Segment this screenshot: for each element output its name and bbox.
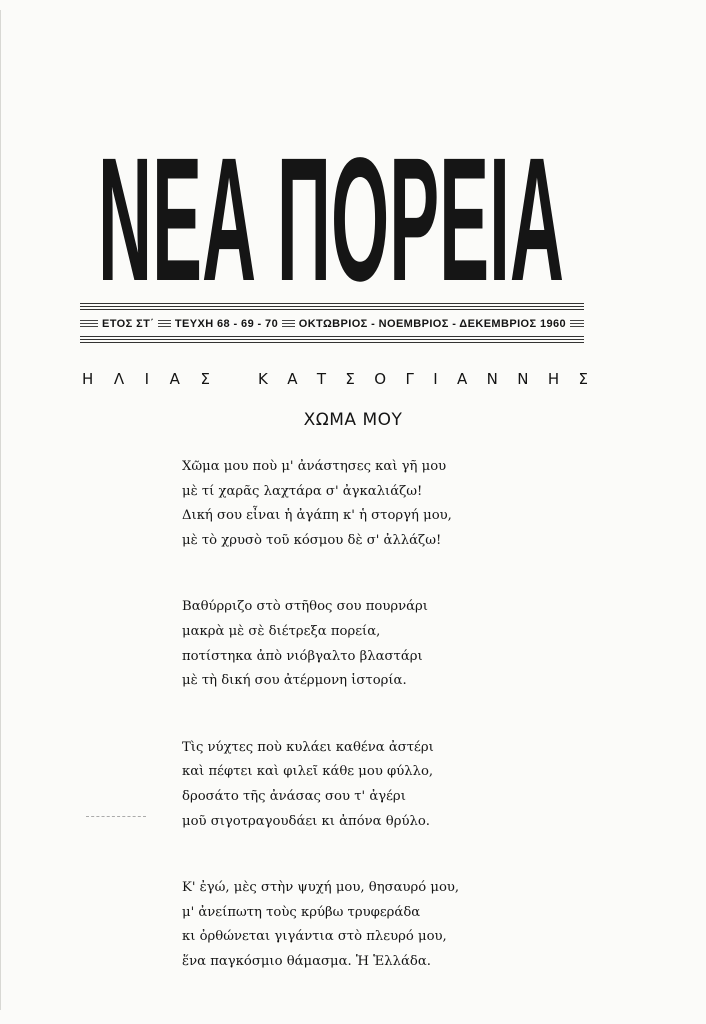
author-letter: Α [287,370,298,388]
poem-verse: ποτίστηκα ἀπὸ νιόβγαλτο βλαστάρι [182,648,423,664]
poem-verse: ἕνα παγκόσμιο θάμασμα. Ἡ Ἑλλάδα. [182,953,431,969]
poem-verse: μοῦ σιγοτραγουδάει κι ἀπόνα θρύλο. [182,813,430,829]
poem-stanza [182,595,502,693]
poem-verse: Δική σου εἶναι ἡ ἀγάπη κ' ἡ στοργή μου, [182,508,452,524]
rule-fill [570,320,584,329]
author-letter: Ο [374,370,387,388]
poem-verse: μ' ἀνείπωτη τοὺς κρύβω τρυφεράδα [182,904,421,920]
poem-verse: Τὶς νύχτες ποὺ κυλάει καθένα ἀστέρι [182,739,434,755]
author-letter: Α [457,370,468,388]
poem-verse: Βαθύρριζο στὸ στῆθος σου πουρνάρι [182,599,428,615]
poem-verse: κι ὀρθώνεται γιγάντια στὸ πλευρό μου, [182,929,447,945]
poem-stanza [182,455,502,553]
poem-verse: καὶ πέφτει καὶ φιλεῖ κάθε μου φύλλο, [182,764,434,780]
issue-info-row [80,317,584,331]
author-letter: Σ [345,370,355,388]
poem-body [182,455,502,1017]
author-letter: Γ [405,370,414,388]
poem-verse: μὲ τὸ χρυσὸ τοῦ κόσμου δὲ σ' ἀλλάζω! [182,532,442,548]
author-letter: Ι [144,370,150,388]
author-letter: Τ [316,370,327,388]
masthead-logo [96,148,566,288]
rule-lines-bottom [80,336,584,345]
poem-title: ΧΩΜΑ ΜΟΥ [303,410,403,430]
page-edge-shadow [0,10,7,1010]
poem-verse: Χῶμα μου ποὺ μ' ἀνάστησες καὶ γῆ μου [182,459,447,474]
author-letter: Ν [486,370,498,388]
issue-numbers: ΤΕΥΧΗ 68 - 69 - 70 [174,318,279,330]
author-last-name [258,370,588,388]
poem-verse: δροσάτο τῆς ἀνάσας σου τ' ἀγέρι [182,788,406,804]
rule-fill [158,320,171,329]
author-letter: Σ [200,370,210,388]
author-name [82,370,588,388]
poem-verse: Κ' ἐγώ, μὲς στὴν ψυχή μου, θησαυρό μου, [182,880,460,896]
rule-fill [80,320,98,329]
rule-lines-top [80,303,584,312]
margin-mark [86,816,146,818]
author-letter: Σ [578,370,588,388]
issue-months: ΟΚΤΩΒΡΙΟΣ - ΝΟΕΜΒΡΙΟΣ - ΔΕΚΕΜΒΡΙΟΣ 1960 [298,318,567,330]
author-letter: Η [547,370,560,388]
poem-verse: μὲ τί χαρᾶς λαχτάρα σ' ἀγκαλιάζω! [182,483,423,499]
poem-stanza [182,876,502,974]
rule-fill [282,320,295,329]
author-letter: Κ [258,370,268,388]
author-letter: Ν [517,370,529,388]
author-letter: Λ [113,370,125,388]
masthead-title: ΝΕΑ ΠΟΡΕΙΑ [98,148,564,288]
author-letter: Η [82,370,94,388]
author-letter: Ι [433,370,438,388]
poem-verse: μὲ τὴ δική σου ἀτέρμονη ἱστορία. [182,673,407,689]
poem-stanza [182,736,502,834]
author-letter: Α [169,370,180,388]
masthead [96,148,566,288]
issue-year: ΕΤΟΣ ΣΤ΄ [102,318,155,330]
issue-info-band [80,303,584,345]
author-first-name [82,370,210,388]
poem-verse: μακρὰ μὲ σὲ διέτρεξα πορεία, [182,623,381,639]
